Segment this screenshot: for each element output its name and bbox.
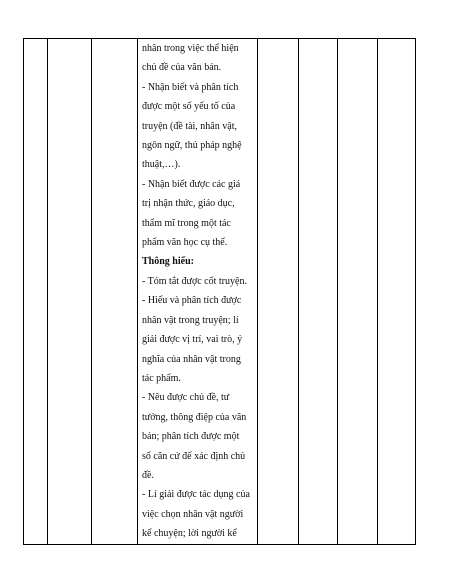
section-heading: Thông hiểu: — [142, 256, 194, 268]
requirement-line: bản; phân tích được một — [142, 431, 240, 443]
requirement-line: chủ đề của văn bản. — [142, 62, 222, 74]
requirement-line: - Nhận biết và phân tích — [142, 81, 239, 93]
table-cell-level-4 — [378, 39, 416, 545]
requirement-line: - Nhận biết được các giá — [142, 178, 241, 190]
requirement-line: được một số yếu tố của — [142, 101, 236, 113]
table-cell-requirements — [138, 39, 258, 545]
requirement-line: ngôn ngữ, thủ pháp nghệ — [142, 140, 242, 152]
requirement-line: thẩm mĩ trong một tác — [142, 217, 231, 229]
requirement-line: đề. — [142, 469, 154, 481]
requirement-line: phẩm văn học cụ thể. — [142, 237, 228, 249]
requirement-line: nhân trong việc thể hiện — [142, 43, 239, 54]
requirement-line: nghĩa của nhân vật trong — [142, 353, 241, 365]
table-cell-level-1 — [258, 39, 299, 545]
requirement-line: truyện (đề tài, nhân vật, — [142, 120, 237, 132]
requirement-line: giải được vị trí, vai trò, ý — [142, 334, 243, 346]
table-cell-skill — [48, 39, 92, 545]
table-cell-level-2 — [299, 39, 338, 545]
requirement-line: kể chuyện; lời người kể — [142, 528, 237, 540]
requirement-line: - Lí giải được tác dụng của — [142, 489, 250, 501]
requirement-line: số căn cứ để xác định chủ — [142, 450, 246, 462]
requirement-line: nhân vật trong truyện; lí — [142, 314, 239, 326]
requirement-line: thuật,…). — [142, 159, 181, 171]
requirement-line: - Nêu được chủ đề, tư — [142, 392, 230, 404]
requirement-line: tưởng, thông điệp của văn — [142, 411, 247, 423]
requirement-line: việc chọn nhân vật người — [142, 508, 244, 520]
requirement-line: trị nhận thức, giáo dục, — [142, 198, 235, 210]
table-row — [24, 39, 416, 545]
requirement-line: - Hiểu và phân tích được — [142, 295, 242, 307]
requirement-line: - Tóm tắt được cốt truyện. — [142, 275, 247, 287]
requirements-text — [138, 39, 257, 544]
requirement-line: tác phẩm. — [142, 372, 181, 384]
specification-table — [23, 38, 416, 545]
table-cell-stt — [24, 39, 48, 545]
table-cell-unit — [92, 39, 138, 545]
table-cell-level-3 — [338, 39, 378, 545]
